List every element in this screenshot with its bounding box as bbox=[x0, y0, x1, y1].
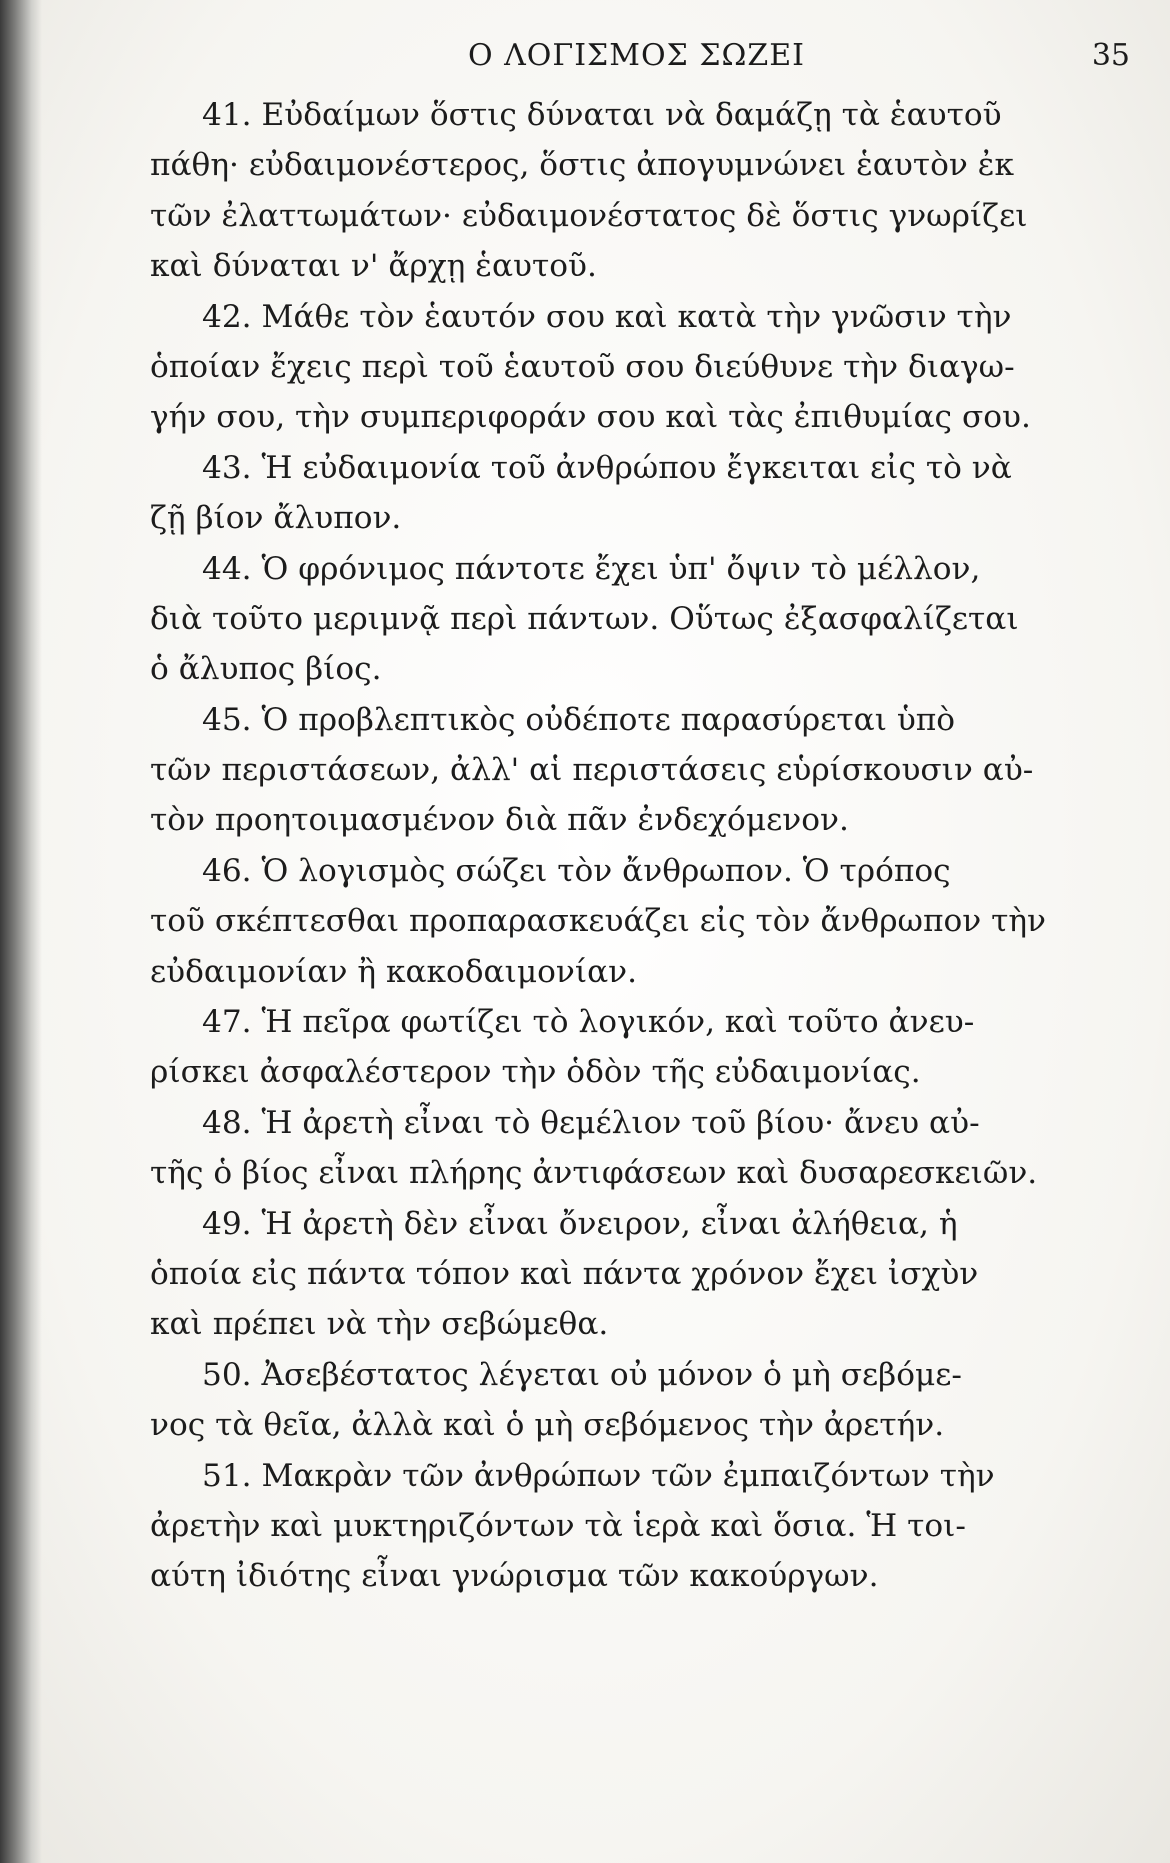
text-line: 41. Εὐδαίμων ὅστις δύναται νὰ δαμάζῃ τὰ ἑαυτοῦ bbox=[202, 97, 1002, 133]
page-header bbox=[150, 38, 1140, 82]
text-line: τοῦ σκέπτεσθαι προπαρασκευάζει εἰς τὸν ἄνθρωπον τὴν bbox=[150, 903, 1047, 940]
text-line: τῆς ὁ βίος εἶναι πλήρης ἀντιφάσεων καὶ δυσαρεσκειῶν. bbox=[150, 1155, 1038, 1192]
text-line: τῶν περιστάσεων, ἀλλ' αἱ περιστάσεις εὑρίσκουσιν αὐ- bbox=[150, 752, 1034, 789]
text-line: ἀρετὴν καὶ μυκτηριζόντων τὰ ἱερὰ καὶ ὅσια. Ἡ τοι- bbox=[150, 1507, 966, 1544]
text-line: 45. Ὁ προβλεπτικὸς οὐδέποτε παρασύρεται ὑπὸ bbox=[202, 701, 956, 738]
text-line: διὰ τοῦτο μεριμνᾷ περὶ πάντων. Οὕτως ἐξασφαλίζεται bbox=[150, 600, 1019, 637]
text-line: ὁ ἄλυπος βίος. bbox=[150, 651, 382, 688]
text-line: καὶ πρέπει νὰ τὴν σεβώμεθα. bbox=[150, 1306, 609, 1343]
text-line: 49. Ἡ ἀρετὴ δὲν εἶναι ὄνειρον, εἶναι ἀλήθεια, ἡ bbox=[202, 1205, 958, 1242]
text-line: 43. Ἡ εὐδαιμονία τοῦ ἀνθρώπου ἔγκειται εἰς τὸ νὰ bbox=[202, 449, 1012, 486]
text-line: 46. Ὁ λογισμὸς σώζει τὸν ἄνθρωπον. Ὁ τρόπος bbox=[202, 852, 951, 889]
text-line: τῶν ἐλαττωμάτων· εὐδαιμονέστατος δὲ ὅστις γνωρίζει bbox=[150, 197, 1028, 234]
text-line: καὶ δύναται ν' ἄρχῃ ἑαυτοῦ. bbox=[150, 248, 597, 285]
text-line: 50. Ἀσεβέστατος λέγεται οὐ μόνον ὁ μὴ σεβόμε- bbox=[202, 1356, 962, 1393]
binding-shadow bbox=[0, 0, 42, 1863]
text-line: 44. Ὁ φρόνιμος πάντοτε ἔχει ὑπ' ὄψιν τὸ μέλλον, bbox=[202, 550, 981, 587]
text-line: 47. Ἡ πεῖρα φωτίζει τὸ λογικόν, καὶ τοῦτο ἀνευ- bbox=[202, 1004, 975, 1041]
body-text bbox=[150, 90, 1140, 1602]
text-line: τὸν προητοιμασμένον διὰ πᾶν ἐνδεχόμενον. bbox=[150, 802, 849, 839]
text-line: νος τὰ θεῖα, ἀλλὰ καὶ ὁ μὴ σεβόμενος τὴν ἀρετήν. bbox=[150, 1407, 945, 1444]
running-title: Ο ΛΟΓΙΣΜΟΣ ΣΩΖΕΙ bbox=[468, 38, 806, 73]
text-line: ὁποία εἰς πάντα τόπον καὶ πάντα χρόνον ἔχει ἰσχὺν bbox=[150, 1255, 979, 1292]
text-line: αύτη ἰδιότης εἶναι γνώρισμα τῶν κακούργων. bbox=[150, 1558, 879, 1595]
text-line: 51. Μακρὰν τῶν ἀνθρώπων τῶν ἐμπαιζόντων τὴν bbox=[202, 1457, 995, 1494]
text-line: ὁποίαν ἔχεις περὶ τοῦ ἑαυτοῦ σου διεύθυνε τὴν διαγω- bbox=[150, 348, 1015, 385]
page-number: 35 bbox=[1091, 38, 1130, 73]
text-line: εὐδαιμονίαν ἢ κακοδαιμονίαν. bbox=[150, 953, 638, 990]
text-line: ρίσκει ἀσφαλέστερον τὴν ὁδὸν τῆς εὐδαιμονίας. bbox=[150, 1054, 921, 1091]
text-line: 48. Ἡ ἀρετὴ εἶναι τὸ θεμέλιον τοῦ βίου· ἄνευ αὐ- bbox=[202, 1104, 980, 1141]
text-line: ζῇ βίον ἄλυπον. bbox=[150, 500, 402, 537]
text-line: πάθη· εὐδαιμονέστερος, ὅστις ἀπογυμνώνει ἑαυτὸν ἐκ bbox=[150, 147, 1014, 184]
text-line: γήν σου, τὴν συμπεριφοράν σου καὶ τὰς ἐπιθυμίας σου. bbox=[150, 399, 1031, 436]
text-line: 42. Μάθε τὸν ἑαυτόν σου καὶ κατὰ τὴν γνῶσιν τὴν bbox=[202, 298, 1012, 335]
